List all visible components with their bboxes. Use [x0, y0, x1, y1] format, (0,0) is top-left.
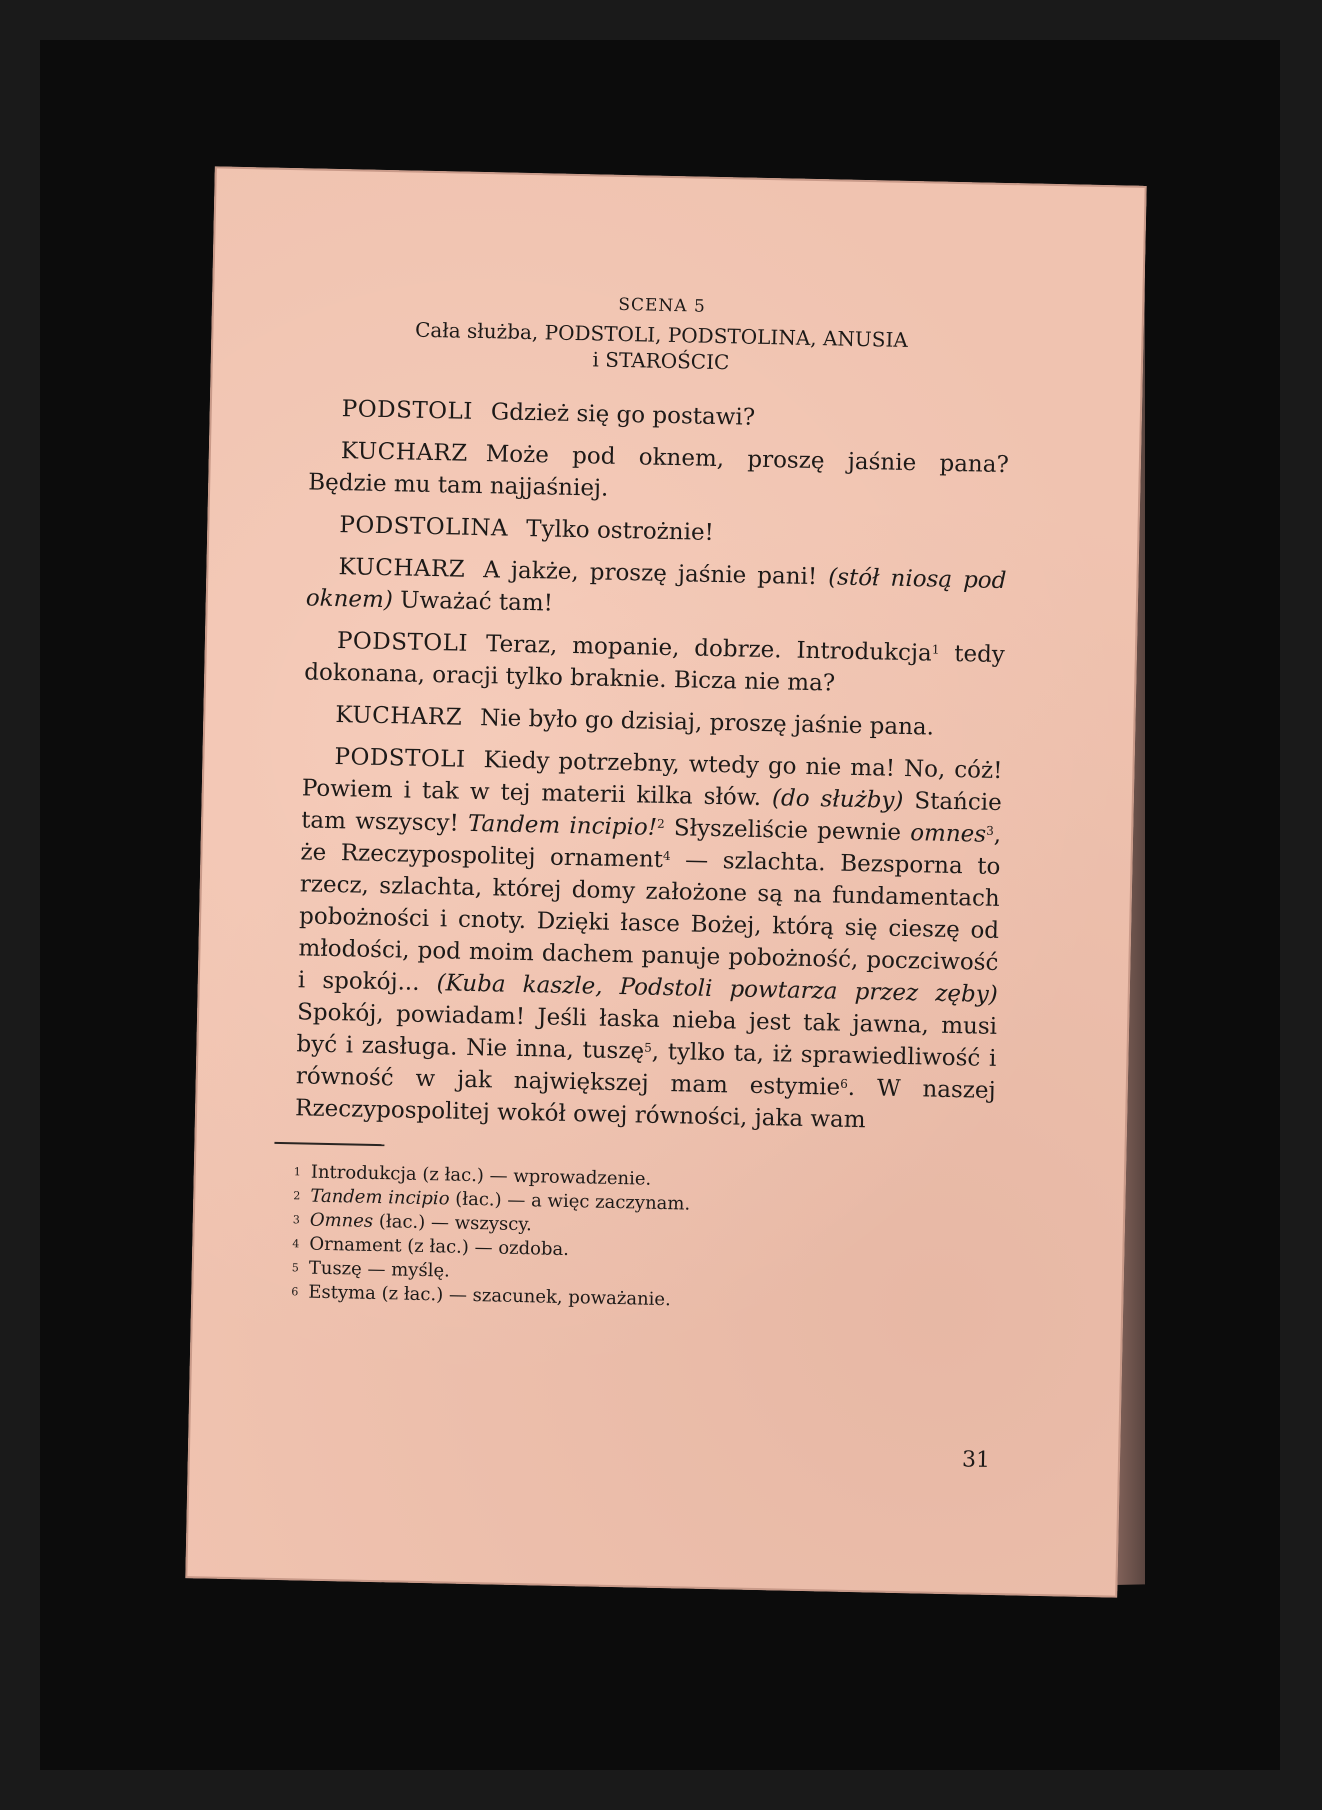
footnote-divider	[274, 1142, 384, 1146]
footnote-text: Introdukcja (z łac.) — wprowadzenie.	[310, 1161, 652, 1190]
speaker-name: KUCHARZ	[335, 702, 463, 731]
dialogue-line	[303, 698, 1004, 745]
dialogue-text: Słyszeliście pewnie	[673, 815, 902, 846]
speaker-name: KUCHARZ	[340, 438, 469, 467]
dialogue-line	[307, 508, 1008, 555]
dialogue-text: Stańcie tam wszyscy!	[300, 788, 1003, 837]
footnote-text: Ornament (z łac.) — ozdoba.	[309, 1233, 570, 1261]
stage-direction: (stół niosą pod oknem)	[305, 564, 1007, 614]
book-page	[185, 166, 1146, 1597]
page-content	[291, 288, 1012, 1318]
dialogue-text: Kiedy potrzebny, wtedy go nie ma! No, cóż! Powiem i tak w tej materii kilka słów.	[301, 747, 1003, 811]
footnote-number: 6	[291, 1285, 299, 1299]
footnote-text: Estyma (z łac.) — szacunek, poważanie.	[308, 1281, 672, 1311]
dialogue-text: A jakże, proszę jaśnie pani!	[483, 557, 818, 591]
footnote-ref: 2	[656, 816, 665, 831]
dialogue-line	[295, 740, 1003, 1139]
dialogue-line	[306, 550, 1007, 629]
dialogue-text: Uważać tam!	[399, 587, 554, 617]
footnote-ref: 5	[644, 1040, 652, 1055]
dialogue-text: Gdzież się go postawi?	[490, 399, 756, 431]
dialogue-text: Może pod oknem, proszę jaśnie pana? Będzie mu tam najjaśniej.	[308, 441, 1010, 502]
dialogue-text: . W naszej Rzeczypospolitej wokół owej równości, jaka wam	[294, 1074, 996, 1134]
speaker-name: PODSTOLI	[334, 744, 466, 773]
speaker-name: PODSTOLI	[336, 628, 469, 657]
footnote-number: 3	[292, 1213, 300, 1227]
speaker-name: PODSTOLINA	[339, 512, 509, 542]
latin-word: omnes	[909, 820, 987, 848]
footnote-ref: 6	[840, 1076, 849, 1091]
footnote-term: Omnes	[309, 1209, 374, 1232]
dialogue-text: Nie było go dzisiaj, proszę jaśnie pana.	[479, 705, 935, 741]
dialogue-text: tedy dokonana, oracji tylko braknie. Bicza nie ma?	[304, 640, 1006, 697]
dialogue-text: — szlachta. Bezsporna to rzecz, szlachta, której domy założone są na fundamentach pobożności i cnoty. Dzięki łasce Bożej, którą się cieszę od młodości, pod moim dachem panuje pobożność, poczciwość i spokój...	[297, 847, 1001, 996]
dialogue-text: Spokój, powiadam! Jeśli łaska nieba jest tak jawna, musi być i zasługa. Nie inna, tuszę	[296, 999, 998, 1065]
cast-line-1: Cała służba, PODSTOLI, PODSTOLINA, ANUSIA	[414, 317, 909, 352]
dialogue-text: , że Rzeczypospolitej ornament	[300, 821, 1002, 873]
footnotes	[291, 1160, 994, 1319]
dialogue-text: , tylko ta, iż sprawiedliwość i równość w jak największej mam estymie	[295, 1038, 997, 1101]
footnote-number: 1	[293, 1165, 301, 1179]
cast-list	[311, 314, 1012, 381]
page-number: 31	[961, 1447, 991, 1473]
footnote-ref: 3	[986, 823, 994, 838]
dialogue-text: Tylko ostrożnie!	[525, 515, 715, 546]
dialogue-line	[308, 434, 1009, 513]
cast-line-2: i STAROŚCIC	[592, 347, 730, 375]
footnote-text: (łac.) — wszyscy.	[372, 1210, 533, 1236]
dialogue-line	[310, 392, 1011, 439]
stage-direction: (do służby)	[771, 785, 904, 814]
footnote-number: 5	[291, 1261, 299, 1275]
dialogue-text: Teraz, mopanie, dobrze. Introdukcja	[485, 631, 932, 667]
footnote-ref: 1	[931, 642, 940, 657]
footnote-term: Tandem incipio	[310, 1185, 450, 1210]
scene-title: SCENA 5	[618, 294, 706, 317]
footnote-ref: 4	[662, 848, 671, 864]
footnote-number: 4	[292, 1237, 300, 1251]
speaker-name: PODSTOLI	[341, 396, 474, 425]
footnote-number: 2	[293, 1189, 301, 1203]
footnote-text: Tuszę — myślę.	[308, 1257, 451, 1282]
speaker-name: KUCHARZ	[338, 554, 466, 583]
stage-direction: (Kuba kaszle, Podstoli powtarza przez zęby)	[436, 970, 998, 1008]
dialogue-line	[304, 624, 1005, 703]
footnote-text: (łac.) — a więc zaczynam.	[449, 1188, 691, 1215]
latin-phrase: Tandem incipio!	[467, 810, 658, 841]
